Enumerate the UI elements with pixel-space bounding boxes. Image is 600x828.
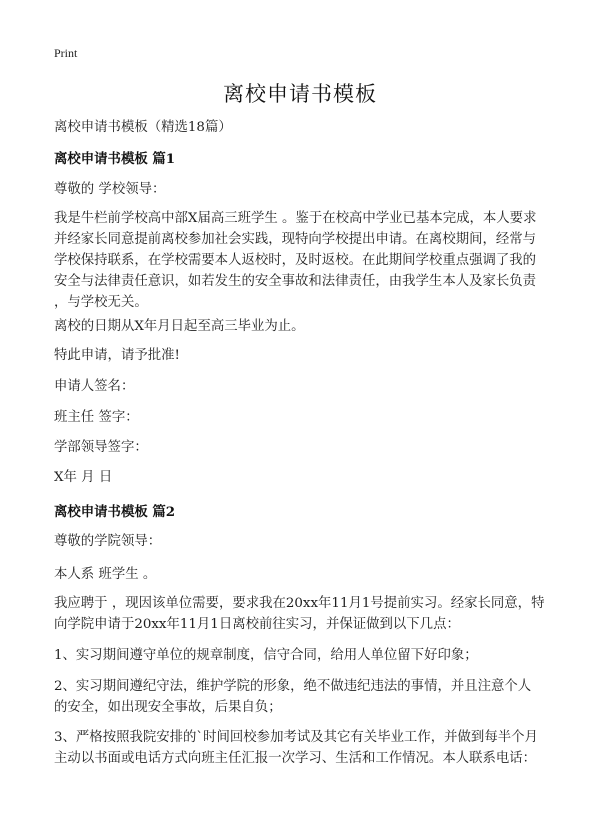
paragraph-line: 并经家长同意提前离校参加社会实践，现特向学校提出申请。在离校期间，经常与 xyxy=(54,232,537,247)
print-link[interactable]: Print xyxy=(54,46,78,60)
section-heading: 离校申请书模板 篇2 xyxy=(54,504,176,520)
salutation: 尊敬的学院领导： xyxy=(54,534,162,549)
signature-applicant: 申请人签名： xyxy=(54,379,135,394)
signature-teacher: 班主任 签字： xyxy=(54,410,139,425)
signature-department: 学部领导签字： xyxy=(54,440,148,455)
paragraph-line: 向学院申请于20xx年11月1日离校前往实习，并保证做到以下几点： xyxy=(54,617,460,632)
paragraph-line: 离校的日期从X年月日起至高三毕业为止。 xyxy=(54,319,305,334)
document-title: 离校申请书模板 xyxy=(223,82,377,106)
paragraph-line: 1、实习期间遵守单位的规章制度，信守合同，给用人单位留下好印象； xyxy=(54,648,478,663)
paragraph-line: 2、实习期间遵纪守法，维护学院的形象，绝不做违纪违法的事情，并且注意个人 xyxy=(54,679,532,694)
salutation: 尊敬的 学校领导： xyxy=(54,182,166,197)
paragraph-line: 主动以书面或电话方式向班主任汇报一次学习、生活和工作情况。本人联系电话： xyxy=(54,751,537,766)
section-heading: 离校申请书模板 篇1 xyxy=(54,151,176,167)
paragraph-line: ，与学校无关。 xyxy=(54,295,148,310)
paragraph-line: 3、严格按照我院安排的`时间回校参加考试及其它有关毕业工作，并做到每半个月 xyxy=(54,730,538,745)
date-line: X年 月 日 xyxy=(54,470,113,485)
paragraph-line: 本人系 班学生 。 xyxy=(54,567,157,582)
paragraph-line: 我应聘于 ，现因该单位需要，要求我在20xx年11月1号提前实习。经家长同意，特 xyxy=(54,596,545,611)
paragraph-line: 的安全，如出现安全事故，后果自负； xyxy=(54,700,282,715)
document-subtitle: 离校申请书模板（精选18篇） xyxy=(54,120,232,135)
paragraph-line: 我是牛栏前学校高中部X届高三班学生 。鉴于在校高中学业已基本完成，本人要求 xyxy=(54,211,537,226)
paragraph-line: 特此申请，请予批准! xyxy=(54,348,180,363)
paragraph-line: 安全与法律责任意识，如若发生的安全事故和法律责任，由我学生本人及家长负责 xyxy=(54,274,537,289)
paragraph-line: 学校保持联系，在学校需要本人返校时，及时返校。在此期间学校重点强调了我的 xyxy=(54,253,537,268)
